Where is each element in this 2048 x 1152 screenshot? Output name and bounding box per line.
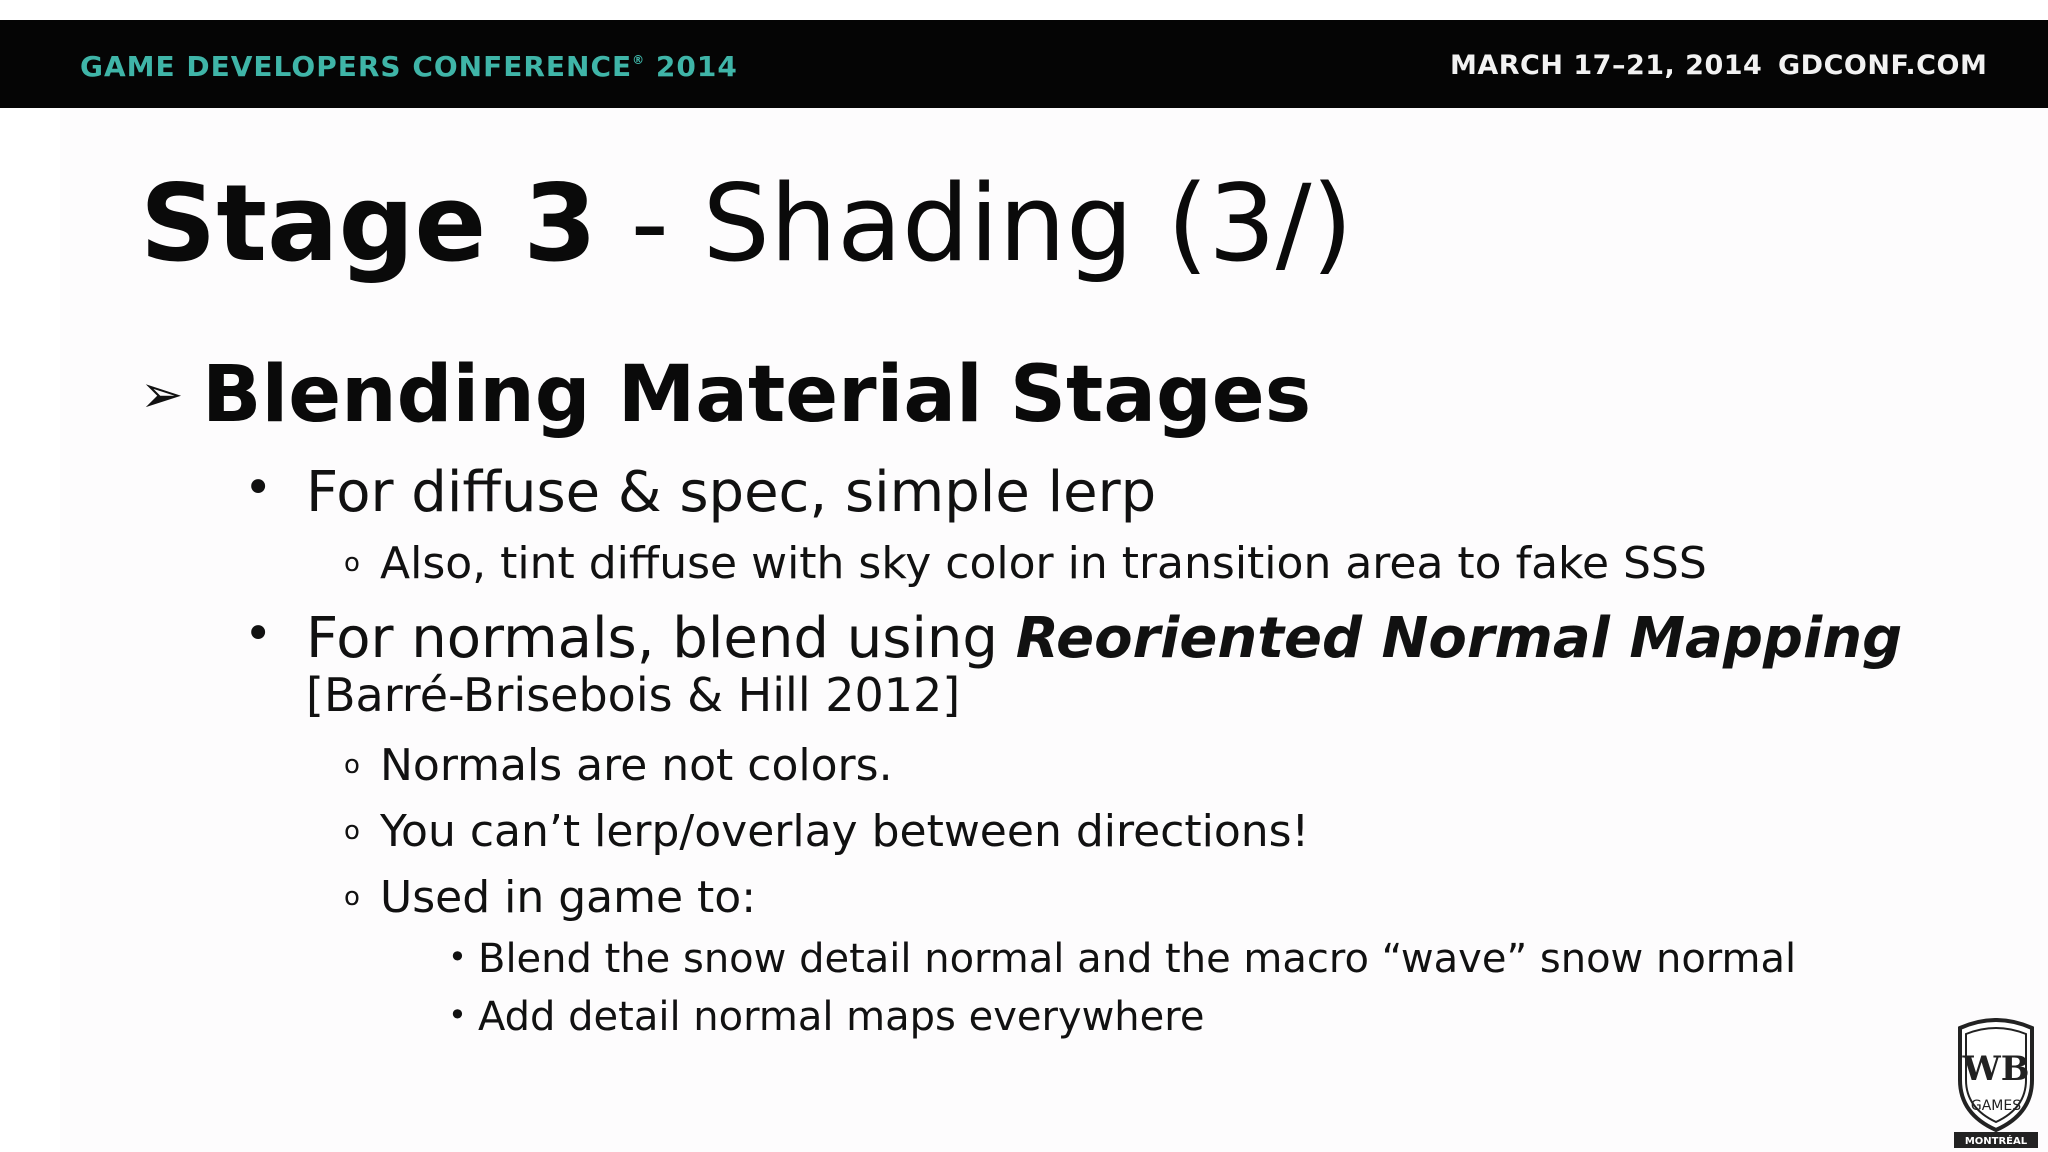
bullet-text-prefix: For normals, blend using [306, 606, 1016, 671]
slide-title [140, 160, 1353, 287]
title-rest: - Shading (3/) [596, 162, 1353, 285]
sub-sub-bullet-item [448, 994, 1205, 1040]
arrow-bullet-icon: ➢ [140, 365, 184, 425]
sub-sub-bullet-text: Blend the snow detail normal and the macro “wave” snow normal [478, 936, 1797, 982]
sub-sub-bullet-text: Add detail normal maps everywhere [478, 994, 1205, 1040]
bullet-dot-icon: • [448, 938, 467, 976]
conference-year: 2014 [655, 50, 738, 83]
circle-bullet-icon: o [344, 548, 360, 578]
sub-bullet-text: Used in game to: [380, 872, 757, 923]
circle-bullet-icon: o [344, 882, 360, 912]
bullet-item [244, 460, 1157, 525]
circle-bullet-icon: o [344, 750, 360, 780]
bullet-dot-icon: • [244, 460, 273, 516]
sub-bullet-item [344, 538, 1707, 589]
wb-games-montreal-logo [1954, 1018, 2038, 1148]
logo-games: GAMES [1970, 1098, 2022, 1114]
bullet-dot-icon: • [448, 996, 467, 1034]
logo-montreal: MONTRÉAL [1964, 1136, 2028, 1147]
conference-name [80, 50, 738, 83]
conference-website: GDCONF.COM [1778, 50, 1988, 81]
bullet-dot-icon: • [244, 606, 273, 662]
logo-letters: WB [1962, 1049, 2030, 1089]
bullet-item [244, 606, 1903, 671]
section-heading [140, 350, 1311, 440]
title-bold: Stage 3 [140, 162, 597, 285]
sub-bullet-text: Normals are not colors. [380, 740, 893, 791]
conference-dates: MARCH 17–21, 2014 [1450, 50, 1763, 81]
section-heading-text: Blending Material Stages [202, 350, 1312, 440]
sub-bullet-item [344, 740, 893, 791]
sub-bullet-item [344, 806, 1310, 857]
bullet-text-emphasis: Reoriented Normal Mapping [1015, 606, 1903, 671]
conference-label: GAME DEVELOPERS CONFERENCE [80, 50, 633, 83]
sub-bullet-text: You can’t lerp/overlay between directions! [380, 806, 1310, 857]
bullet-text: For diffuse & spec, simple lerp [306, 460, 1157, 525]
sub-bullet-item [344, 872, 757, 923]
circle-bullet-icon: o [344, 816, 360, 846]
sub-sub-bullet-item [448, 936, 1797, 982]
conference-mark: ® [632, 53, 646, 67]
top-strip [0, 0, 2048, 20]
citation: [Barré-Brisebois & Hill 2012] [306, 668, 961, 722]
sub-bullet-text: Also, tint diffuse with sky color in transition area to fake SSS [380, 538, 1707, 589]
